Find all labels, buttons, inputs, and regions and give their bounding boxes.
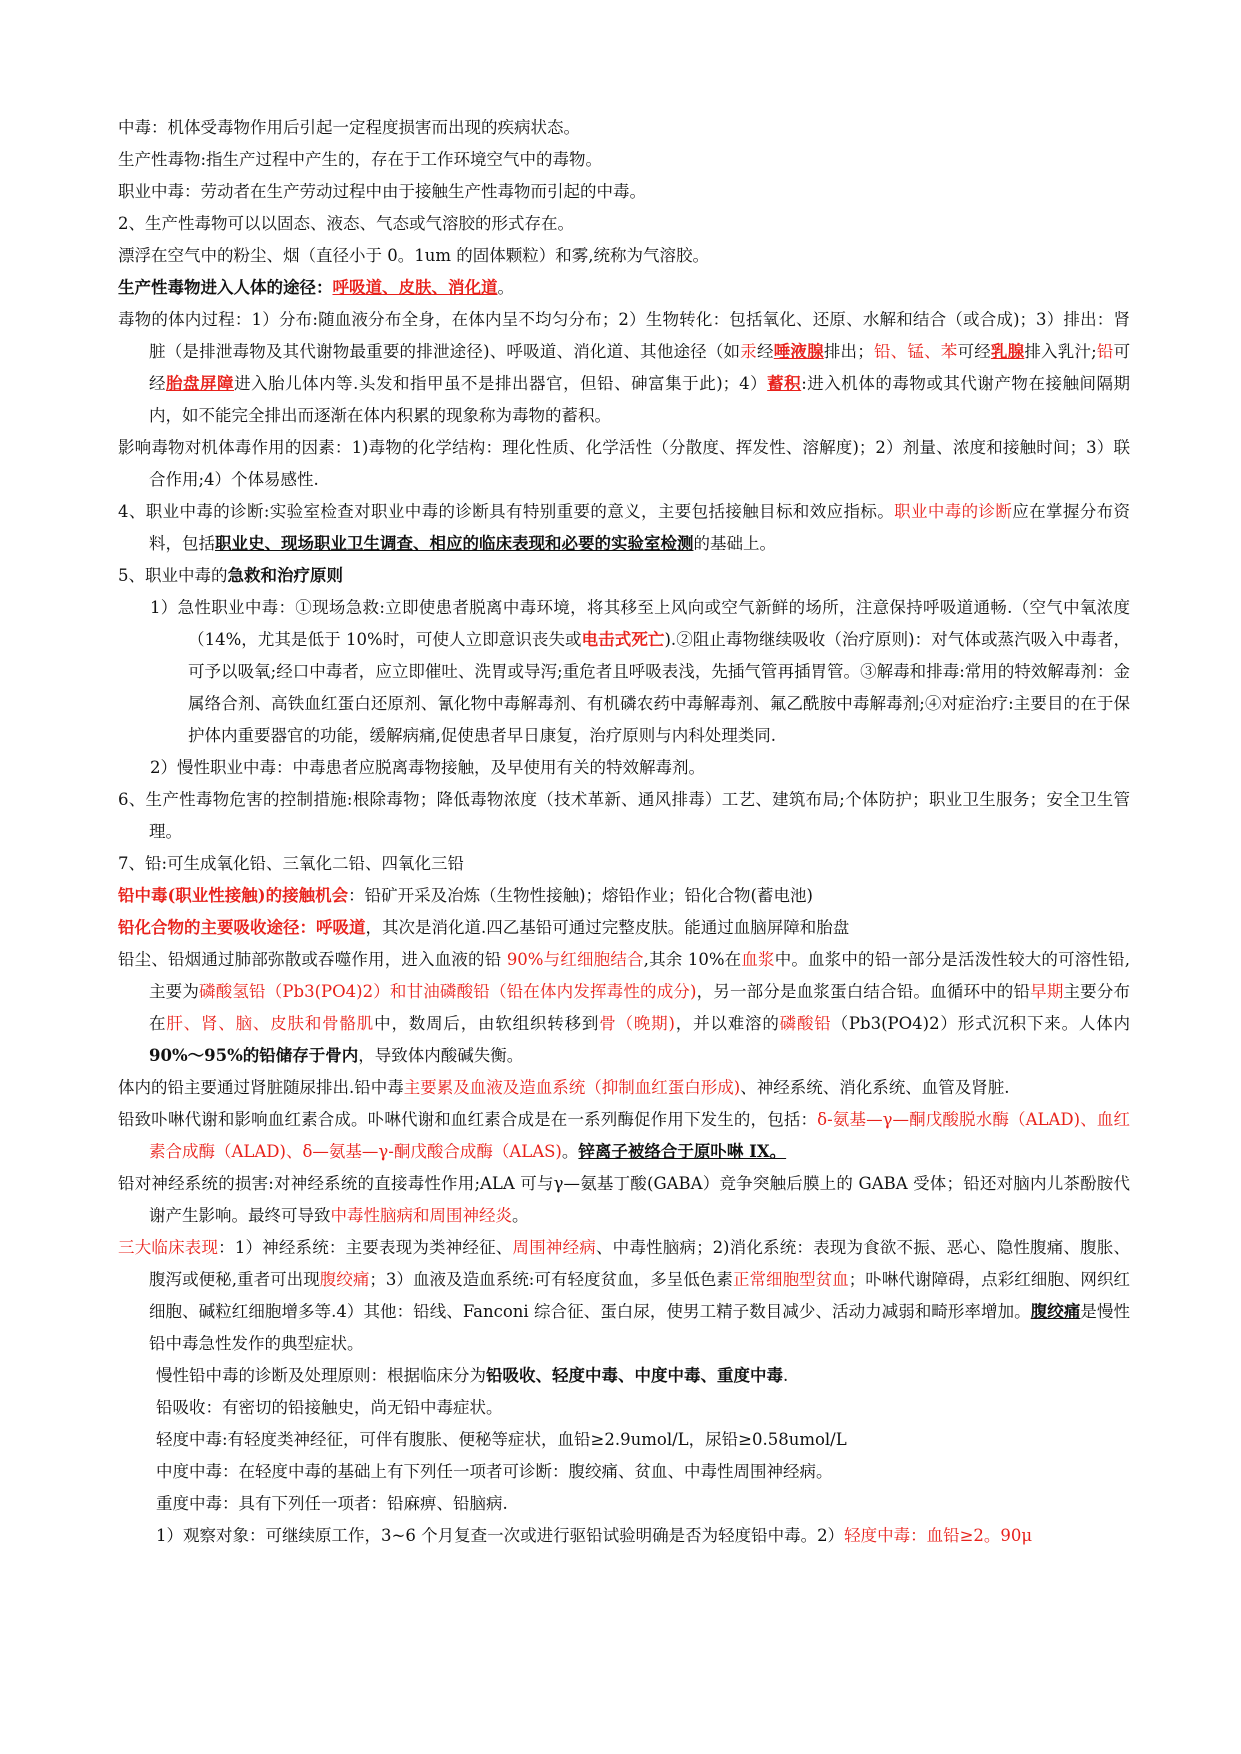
- text-segment: 的基础上。: [693, 534, 776, 553]
- text-segment: 轻度中毒:有轻度类神经征，可伴有腹胀、便秘等症状，血铅≥2.9umol/L，尿铅≥0.58umol/L: [156, 1430, 847, 1449]
- paragraph-l13: [118, 784, 1130, 848]
- text-segment: 铅尘、铅烟通过肺部弥散或吞噬作用，进入血液的铅: [118, 950, 507, 969]
- paragraph-l7: [118, 304, 1130, 432]
- text-segment: 可经: [957, 342, 991, 361]
- text-segment: 中。血浆中的铅一部分是活泼性较大的可溶性铅,主要为: [149, 950, 1130, 1001]
- text-segment: 呼吸道、皮肤、消化道: [332, 278, 498, 297]
- text-segment: 、神经系统、消化系统、血管及肾脏.: [740, 1078, 1010, 1097]
- paragraph-l20: [118, 1168, 1130, 1232]
- paragraph-l26: [118, 1488, 1130, 1520]
- text-segment: 磷酸氢铅（Pb3(PO4)2）和甘油磷酸铅（铅在体内发挥毒性的成分): [199, 982, 697, 1001]
- paragraph-l4: [118, 208, 1130, 240]
- text-segment: 2）慢性职业中毒：中毒患者应脱离毒物接触，及早使用有关的特效解毒剂。: [150, 758, 705, 777]
- text-segment: 生产性毒物进入人体的途径：: [118, 278, 333, 297]
- text-segment: 是慢性铅中毒急性发作的典型症状。: [149, 1302, 1131, 1353]
- text-segment: 腹绞痛: [1030, 1302, 1081, 1321]
- paragraph-l11: [118, 592, 1130, 752]
- text-segment: ；3）血液及造血系统:可有轻度贫血，多呈低色素: [369, 1270, 733, 1289]
- text-segment: 经: [756, 342, 774, 361]
- text-segment: 铅对神经系统的损害:对神经系统的直接毒性作用;ALA 可与γ—氨基丁酸(GABA）竞争突触后膜上的 GABA 受体；铅还对脑内儿茶酚胺代谢产生影响。最终可导致: [118, 1174, 1130, 1225]
- text-segment: ，并以难溶的: [674, 1014, 780, 1033]
- text-segment: 骨（晚期): [599, 1014, 675, 1033]
- paragraph-l25: [118, 1456, 1130, 1488]
- text-segment: 汞: [740, 342, 757, 361]
- paragraph-l17: [118, 944, 1130, 1072]
- paragraph-l14: [118, 848, 1130, 880]
- text-segment: 铅、锰、苯: [873, 342, 958, 361]
- text-segment: 胎盘屏障: [166, 374, 235, 393]
- text-segment: 电击式死亡: [581, 630, 665, 649]
- text-segment: 铅化合物的主要吸收途径：呼吸道: [118, 918, 366, 937]
- text-segment: 早期: [1030, 982, 1064, 1001]
- text-segment: 7、铅:可生成氧化铅、三氧化二铅、四氧化三铅: [118, 854, 465, 873]
- document-page: [118, 112, 1130, 1552]
- text-segment: 主要分布在: [149, 982, 1131, 1033]
- text-segment: 中毒：机体受毒物作用后引起一定程度损害而出现的疾病状态。: [118, 118, 580, 137]
- text-segment: 正常细胞型贫血: [732, 1270, 849, 1289]
- paragraph-l8: [118, 432, 1130, 496]
- text-segment: 6、生产性毒物危害的控制措施:根除毒物；降低毒物浓度（技术革新、通风排毒）工艺、建筑布局;个体防护；职业卫生服务；安全卫生管理。: [118, 790, 1130, 841]
- text-segment: 中，数周后，由软组织转移到: [374, 1014, 600, 1033]
- text-segment: 生产性毒物:指生产过程中产生的，存在于工作环境空气中的毒物。: [118, 150, 603, 169]
- text-segment: 4、职业中毒的诊断:实验室检查对职业中毒的诊断具有特别重要的意义，主要包括接触目标和效应指标。: [118, 502, 895, 521]
- paragraph-l3: [118, 176, 1130, 208]
- paragraph-l23: [118, 1392, 1130, 1424]
- text-segment: ，导致体内酸碱失衡。: [358, 1046, 524, 1065]
- text-segment: 、中毒性脑病；2)消化系统：表现为食欲不振、恶心、隐性腹痛、腹胀、腹泻或便秘,重者可出现: [149, 1238, 1130, 1289]
- text-segment: 乳腺: [990, 342, 1025, 361]
- text-segment: 重度中毒：具有下列任一项者：铅麻痹、铅脑病.: [156, 1494, 508, 1513]
- text-segment: 体内的铅主要通过肾脏随尿排出.铅中毒: [118, 1078, 404, 1097]
- paragraph-l24: [118, 1424, 1130, 1456]
- text-segment: :进入机体的毒物或其代谢产物在接触间隔期内，如不能完全排出而逐渐在体内积累的现象称为毒物的蓄积。: [149, 374, 1131, 425]
- text-segment: 毒物的体内过程：1）分布:随血液分布全身，在体内呈不均匀分布；2）生物转化：包括氧化、还原、水解和结合（或合成)；3）排出：肾脏（是排泄毒物及其代谢物最重要的排泄途径)、呼吸道、消化道、其他途径（如: [118, 310, 1130, 361]
- paragraph-l9: [118, 496, 1130, 560]
- text-segment: 1）观察对象：可继续原工作，3~6 个月复查一次或进行驱铅试验明确是否为轻度铅中毒。2）: [156, 1526, 845, 1545]
- text-segment: 。: [512, 1206, 529, 1225]
- text-segment: 可经: [149, 342, 1131, 393]
- text-segment: 周围神经病: [512, 1238, 596, 1257]
- text-segment: 肝、肾、脑、皮肤和骨骼肌: [166, 1014, 375, 1033]
- text-segment: 铅吸收：有密切的铅接触史，尚无铅中毒症状。: [156, 1398, 503, 1417]
- paragraph-l15: [118, 880, 1130, 912]
- text-segment: 急救和治疗原则: [227, 566, 343, 585]
- text-segment: ：铅矿开采及冶炼（生物性接触)；熔铅作业；铅化合物(蓄电池): [348, 886, 813, 905]
- text-segment: 进入胎儿体内等.头发和指甲虽不是排出器官，但铅、砷富集于此)；4）: [234, 374, 768, 393]
- paragraph-l19: [118, 1104, 1130, 1168]
- text-segment: 职业中毒：劳动者在生产劳动过程中由于接触生产性毒物而引起的中毒。: [118, 182, 646, 201]
- text-segment: 职业中毒的诊断: [894, 502, 1013, 521]
- text-segment: ：1）神经系统：主要表现为类神经征、: [218, 1238, 513, 1257]
- text-segment: 锌离子被络合于原卟啉 IX。: [578, 1142, 787, 1161]
- text-segment: 三大临床表现: [118, 1238, 219, 1257]
- paragraph-l6: [118, 272, 1130, 304]
- text-segment: 漂浮在空气中的粉尘、烟（直径小于 0。1um 的固体颗粒）和雾,统称为气溶胶。: [118, 246, 710, 265]
- paragraph-l5: [118, 240, 1130, 272]
- paragraph-l21: [118, 1232, 1130, 1360]
- text-segment: .: [783, 1366, 789, 1385]
- text-segment: 慢性铅中毒的诊断及处理原则：根据临床分为: [156, 1366, 486, 1385]
- text-segment: 应在掌握分布资料，包括: [149, 502, 1131, 553]
- text-segment: ，其次是消化道.四乙基铅可通过完整皮肤。能通过血脑屏障和胎盘: [365, 918, 850, 937]
- paragraph-l16: [118, 912, 1130, 944]
- text-segment: 铅吸收、轻度中毒、中度中毒、重度中毒: [486, 1366, 783, 1385]
- text-segment: 。: [497, 278, 514, 297]
- text-segment: 2、生产性毒物可以以固态、液态、气态或气溶胶的形式存在。: [118, 214, 574, 233]
- paragraph-l18: [118, 1072, 1130, 1104]
- text-segment: 中度中毒：在轻度中毒的基础上有下列任一项者可诊断：腹绞痛、贫血、中毒性周围神经病。: [156, 1462, 833, 1481]
- text-segment: 主要累及血液及造血系统（抑制血红蛋白形成): [403, 1078, 741, 1097]
- text-segment: 铅致卟啉代谢和影响血红素合成。卟啉代谢和血红素合成是在一系列酶促作用下发生的，包括：: [118, 1110, 818, 1129]
- paragraph-l2: [118, 144, 1130, 176]
- text-segment: δ-氨基—γ—酮戊酸脱水酶（ALAD)、血红素合成酶（ALAD)、δ—氨基—γ-酮戊酸合成酶（ALAS): [149, 1110, 1131, 1161]
- paragraph-l22: [118, 1360, 1130, 1392]
- text-segment: 影响毒物对机体毒作用的因素：1)毒物的化学结构：理化性质、化学活性（分散度、挥发性、溶解度)；2）剂量、浓度和接触时间；3）联合作用;4）个体易感性.: [118, 438, 1130, 489]
- text-segment: 腹绞痛: [319, 1270, 370, 1289]
- text-segment: （Pb3(PO4)2）形式沉积下来。人体内: [831, 1014, 1131, 1033]
- text-segment: 磷酸铅: [779, 1014, 832, 1033]
- text-segment: ；卟啉代谢障碍，点彩红细胞、网织红细胞、碱粒红细胞增多等.4）其他：铅线、Fanconi 综合征、蛋白尿，使男工精子数目减少、活动力减弱和畸形率增加。: [149, 1270, 1131, 1321]
- text-segment: 血浆: [741, 950, 775, 969]
- paragraph-l12: [118, 752, 1130, 784]
- paragraph-l1: [118, 112, 1130, 144]
- text-segment: 铅: [1096, 342, 1114, 361]
- text-segment: ，另一部分是血浆蛋白结合铅。血循环中的铅: [696, 982, 1031, 1001]
- text-segment: 5、职业中毒的: [118, 566, 228, 585]
- text-segment: ,其余 10%在: [643, 950, 742, 969]
- text-segment: 排入乳汁;: [1024, 342, 1097, 361]
- text-segment: 中毒性脑病和周围神经炎: [330, 1206, 512, 1225]
- text-segment: 90%～95%的铅储存于骨内: [149, 1046, 359, 1065]
- text-segment: 轻度中毒：血铅≥2。90μ: [844, 1526, 1033, 1545]
- text-segment: 。: [561, 1142, 579, 1161]
- text-segment: 铅中毒(职业性接触)的接触机会: [118, 886, 349, 905]
- text-segment: 1）急性职业中毒：①现场急救:立即使患者脱离中毒环境，将其移至上风向或空气新鲜的场所，注意保持呼吸道通畅.（空气中氧浓度（14%，尤其是低于 10%时，可使人立即意识丧失或: [150, 598, 1130, 649]
- text-segment: 唾液腺: [773, 342, 824, 361]
- paragraph-l10: [118, 560, 1130, 592]
- text-segment: 职业史、现场职业卫生调查、相应的临床表现和必要的实验室检测: [215, 534, 694, 553]
- text-segment: 90%与红细胞结合: [506, 950, 644, 969]
- paragraph-l27: [118, 1520, 1130, 1552]
- text-segment: ).②阻止毒物继续吸收（治疗原则)：对气体或蒸汽吸入中毒者，可予以吸氧;经口中毒者，应立即催吐、洗胃或导泻;重危者且呼吸表浅，先插气管再插胃管。③解毒和排毒:常用的特效解毒剂：金属络合剂、高铁血红蛋白还原剂、氰化物中毒解毒剂、有机磷农药中毒解毒剂、氟乙酰胺中毒解毒剂;④对症治疗:主要目的在于保护体内重要器官的功能，缓解病痛,促使患者早日康复，治疗原则与内科处理类同.: [188, 630, 1130, 745]
- text-segment: 蓄积: [767, 374, 802, 393]
- text-segment: 排出；: [823, 342, 874, 361]
